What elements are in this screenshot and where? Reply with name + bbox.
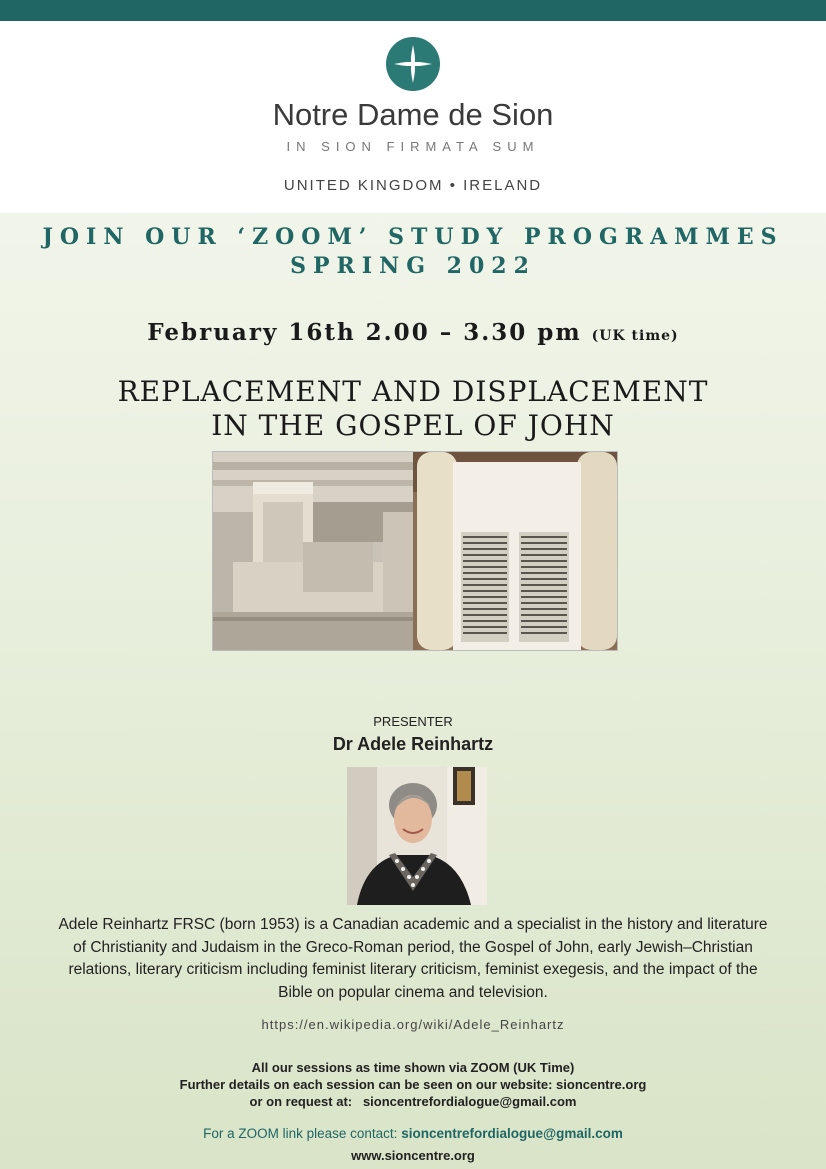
session-timezone: (UK time) [591,328,679,344]
info-line-3-prefix: or on request at: [249,1094,353,1109]
website-link[interactable]: www.sioncentre.org [351,1148,475,1163]
info-email-link[interactable]: sioncentrefordialogue@gmail.com [362,1094,577,1109]
org-name: Notre Dame de Sion [272,97,554,132]
torah-scroll-image [413,452,617,650]
contact-prefix: For a ZOOM link please contact: [203,1126,398,1141]
session-info [0,1059,826,1110]
region-line: UNITED KINGDOM • IRELAND [283,177,543,194]
presenter-label: PRESENTER [373,714,453,729]
headline-join: JOIN OUR ‘ZOOM’ STUDY PROGRAMMES [42,224,784,250]
headline-spring: SPRING 2022 [290,253,536,279]
temple-model-image [213,452,413,650]
cross-circle-icon [386,37,440,91]
wikipedia-link[interactable]: https://en.wikipedia.org/wiki/Adele_Reinhartz [261,1017,565,1032]
presenter-portrait-image [347,767,487,905]
session-date-time: February 16th 2.00 – 3.30 pm [147,319,582,346]
info-line-2: Further details on each session can be seen on our website: sioncentre.org [179,1077,647,1092]
top-bar [0,0,826,21]
hero-image [212,451,618,651]
header [0,21,826,213]
zoom-contact [0,1126,826,1141]
contact-email-link[interactable]: sioncentrefordialogue@gmail.com [401,1126,623,1141]
info-line-3 [0,1093,826,1110]
motto: IN SION FIRMATA SUM [286,139,540,154]
info-line-1: All our sessions as time shown via ZOOM (UK Time) [251,1060,575,1075]
presenter-name: Dr Adele Reinhartz [332,734,494,754]
session-title-line1: REPLACEMENT AND DISPLACEMENT [117,375,709,408]
session-date [0,319,826,346]
session-title-line2: IN THE GOSPEL OF JOHN [211,409,615,442]
presenter-bio: Adele Reinhartz FRSC (born 1953) is a Canadian academic and a specialist in the history and literature of Christianity and Judaism in the Greco-Roman period, the Gospel of John, early Jewish–Christian relations, literary criticism including feminist literary criticism, feminist exegesis, and the impact of the Bible on popular cinema and television. [58,916,768,1001]
